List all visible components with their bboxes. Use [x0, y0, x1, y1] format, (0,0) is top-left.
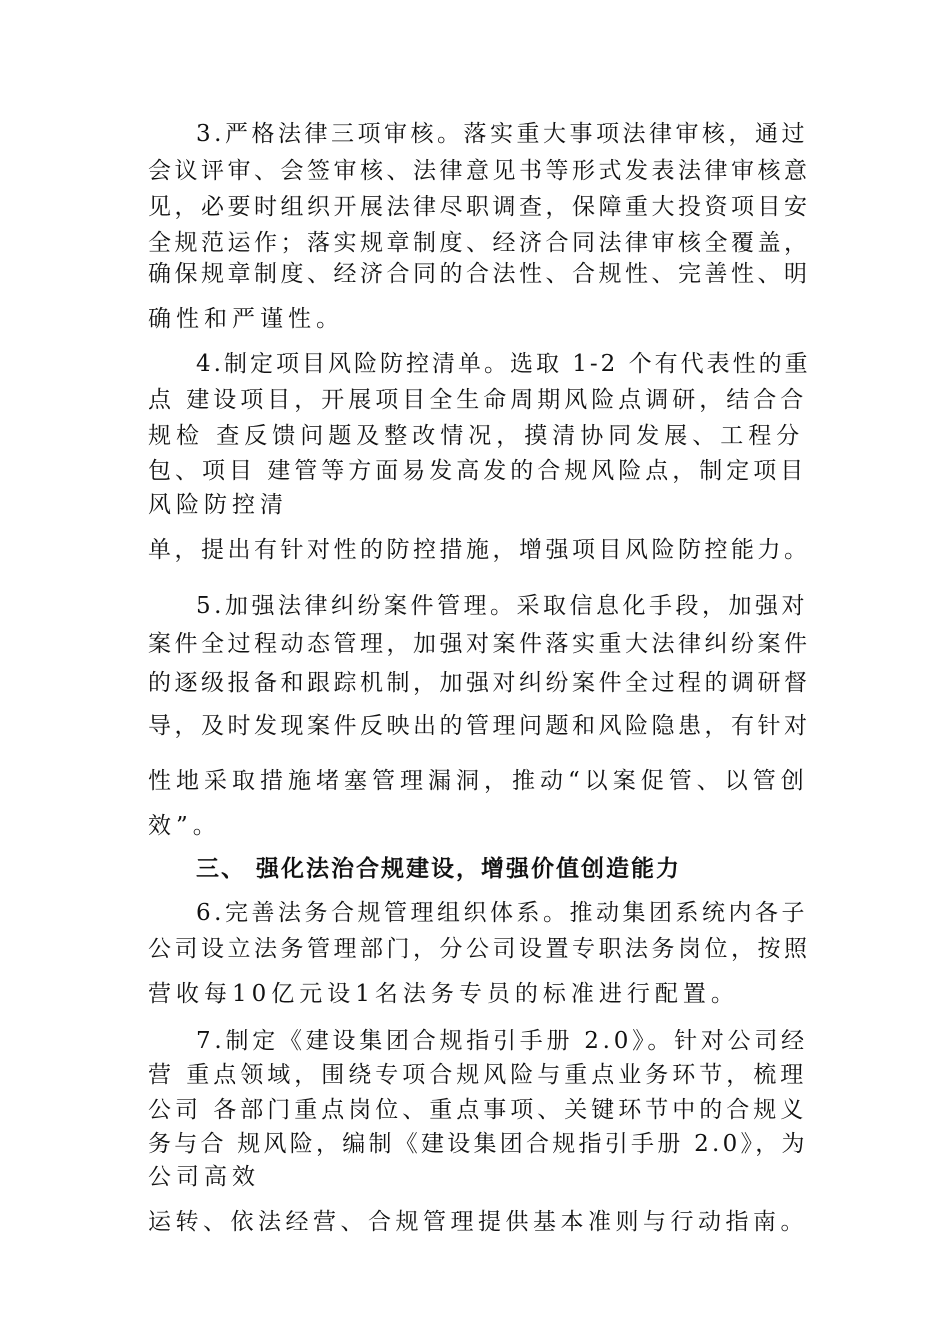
para4-line-2: 点 建设项目，开展项目全生命周期风险点调研，结合合: [148, 387, 808, 413]
para3-line-1: 3.严格法律三项审核。落实重大事项法律审核，通过: [196, 121, 808, 147]
para3-line-3: 见，必要时组织开展法律尽职调查，保障重大投资项目安: [148, 194, 811, 220]
para7-line-5: 公司高效: [148, 1164, 260, 1190]
para7-line-3: 公司 各部门重点岗位、重点事项、关键环节中的合规义: [148, 1097, 808, 1123]
para4-line-5: 风险防控清: [148, 492, 288, 518]
para7-line-1: 7.制定《建设集团合规指引手册 2.0》。针对公司经: [196, 1028, 808, 1054]
para5-line-2: 案件全过程动态管理，加强对案件落实重大法律纠纷案件: [148, 631, 811, 657]
para4-line-3: 规检 查反馈问题及整改情况，摸清协同发展、工程分: [148, 423, 805, 449]
para5-line-4: 导，及时发现案件反映出的管理问题和风险隐患，有针对: [148, 713, 811, 739]
para5-line-5: 性地采取措施堵塞管理漏洞，推动“以案促管、以管创: [148, 768, 809, 794]
para4-line-6: 单，提出有针对性的防控措施，增强项目风险防控能力。: [148, 537, 811, 563]
para3-line-4: 全规范运作；落实规章制度、经济合同法律审核全覆盖，: [148, 230, 811, 256]
para7-line-6: 运转、依法经营、合规管理提供基本准则与行动指南。: [148, 1209, 808, 1235]
section-heading: 三、 强化法治合规建设，增强价值创造能力: [196, 856, 682, 882]
para6-line-3: 营收每10亿元设1名法务专员的标准进行配置。: [148, 981, 739, 1007]
para3-line-5: 确保规章制度、经济合同的合法性、合规性、完善性、明: [148, 261, 811, 287]
para4-line-4: 包、项目 建管等方面易发高发的合规风险点，制定项目: [148, 458, 808, 484]
para5-line-1: 5.加强法律纠纷案件管理。采取信息化手段，加强对: [196, 593, 808, 619]
para3-line-2: 会议评审、会签审核、法律意见书等形式发表法律审核意: [148, 158, 811, 184]
para5-line-3: 的逐级报备和跟踪机制，加强对纠纷案件全过程的调研督: [148, 670, 811, 696]
para4-line-1: 4.制定项目风险防控清单。选取 1-2 个有代表性的重: [196, 351, 811, 377]
para6-line-1: 6.完善法务合规管理组织体系。推动集团系统内各子: [196, 900, 808, 926]
para3-line-6: 确性和严谨性。: [148, 306, 344, 332]
para7-line-2: 营 重点领域，围绕专项合规风险与重点业务环节，梳理: [148, 1062, 808, 1088]
para6-line-2: 公司设立法务管理部门，分公司设置专职法务岗位，按照: [148, 936, 811, 962]
para5-line-6: 效”。: [148, 813, 221, 839]
para7-line-4: 务与合 规风险，编制《建设集团合规指引手册 2.0》，为: [148, 1131, 808, 1157]
